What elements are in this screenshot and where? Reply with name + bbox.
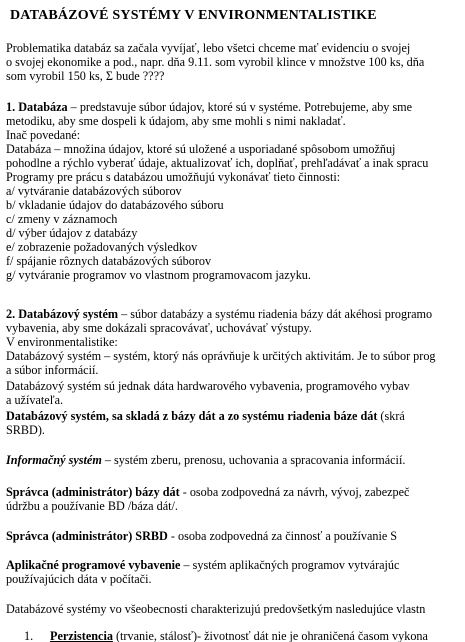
section-2-line-3: V environmentalistike:	[6, 335, 118, 349]
section-1-heading	[6, 101, 412, 114]
app-software-term: Aplikačné programové vybavenie	[6, 558, 181, 572]
section-2-line-7: a užívateľa.	[6, 393, 64, 407]
section-2-line-4: Databázový systém – systém, ktorý nás oprávňuje k určitých aktivitám. Je to súbor prog	[6, 349, 436, 363]
db-admin-line-2: údržbu a používanie BD /báza dát/.	[6, 499, 178, 513]
section-2-composition: Databázový systém, sa skladá z bázy dát a zo systému riadenia báze dát	[6, 409, 378, 423]
list-number: 1.	[24, 629, 34, 642]
info-system-paragraph	[6, 454, 405, 467]
section-2-line-5: a súbor informácií.	[6, 363, 99, 377]
section-2-definition: – súbor databázy a systému riadenia bázy dát akéhosi programo	[118, 307, 433, 321]
app-software-paragraph	[6, 559, 399, 572]
persistence-definition: (trvanie, stálosť)- životnosť dát nie je ohraničená časom vykona	[112, 629, 428, 642]
section-2-line-6: Databázový systém sú jednak dáta hardwarového vybavenia, programového vybav	[6, 379, 410, 393]
activity-item-c: c/ zmeny v záznamoch	[6, 212, 118, 226]
section-1-line-4: Databáza – množina údajov, ktoré sú uložené a usporiadané spôsobom umožňuj	[6, 142, 396, 156]
app-software-definition: – systém aplikačných programov vytvárajúc	[180, 558, 400, 572]
section-1-line-2: metodiku, aby sme dospeli k údajom, aby sme mohli s nimi nakladať.	[6, 114, 346, 128]
db-admin-term: Správca (administrátor) bázy dát	[6, 485, 180, 499]
srbd-admin-term: Správca (administrátor) SRBD	[6, 529, 168, 543]
section-2-line-2: vybavenia, aby sme dokázali spracovávať, uchovávať výstupy.	[6, 321, 312, 335]
intro-line-3: som vyrobil 150 ks, Σ bude ????	[6, 69, 165, 83]
section-1-line-6: Programy pre prácu s databázou umožňujú vykonávať tieto činnosti:	[6, 170, 341, 184]
info-system-term: Informačný systém	[6, 453, 102, 467]
section-1-line-5: pohodlne a rýchlo vyberať údaje, aktualizovať ich, doplňať, prehľadávať a inak spracu	[6, 156, 429, 170]
activity-item-a: a/ vytváranie databázových súborov	[6, 184, 182, 198]
activity-item-g: g/ vytváranie programov vo vlastnom programovacom jazyku.	[6, 268, 311, 282]
list-item-persistence	[50, 630, 428, 642]
app-software-line-2: používajúcich dáta v počítači.	[6, 572, 152, 586]
srbd-admin-definition: - osoba zodpovedná za činnosť a používanie S	[167, 529, 398, 543]
intro-line-1: Problematika databáz sa začala vyvíjať, lebo všetci chceme mať evidenciu o svojej	[6, 41, 411, 55]
activity-item-b: b/ vkladanie údajov do databázového súboru	[6, 198, 224, 212]
srbd-admin-paragraph	[6, 530, 397, 543]
document-title: DATABÁZOVÉ SYSTÉMY V ENVIRONMENTALISTIKE	[10, 8, 377, 23]
closing-line: Databázové systémy vo všeobecnosti charakterizujú predovšetkým nasledujúce vlastn	[6, 602, 426, 616]
section-2-abbrev-note: (skrá	[377, 409, 405, 423]
section-2-heading	[6, 308, 432, 321]
section-1-term: 1. Databáza	[6, 100, 68, 114]
section-1-line-3: Inač povedané:	[6, 128, 81, 142]
db-admin-definition: - osoba zodpovedná za návrh, vývoj, zabezpeč	[179, 485, 410, 499]
section-2-line-8	[6, 410, 405, 423]
section-2-term: 2. Databázový systém	[6, 307, 119, 321]
activity-item-d: d/ výber údajov z databázy	[6, 226, 138, 240]
section-2-line-9: SRBD).	[6, 423, 45, 437]
persistence-term: Perzistencia	[50, 629, 113, 642]
section-1-definition: – predstavuje súbor údajov, ktoré sú v systéme. Potrebujeme, aby sme	[67, 100, 413, 114]
activity-item-e: e/ zobrazenie požadovaných výsledkov	[6, 240, 198, 254]
activity-item-f: f/ spájanie rôznych databázových súborov	[6, 254, 212, 268]
intro-line-2: o svojej ekonomike a pod., napr. dňa 9.11. som vyrobil klince v množstve 100 ks, dňa	[6, 55, 425, 69]
info-system-definition: – systém zberu, prenosu, uchovania a spracovania informácií.	[101, 453, 406, 467]
db-admin-paragraph	[6, 486, 409, 499]
